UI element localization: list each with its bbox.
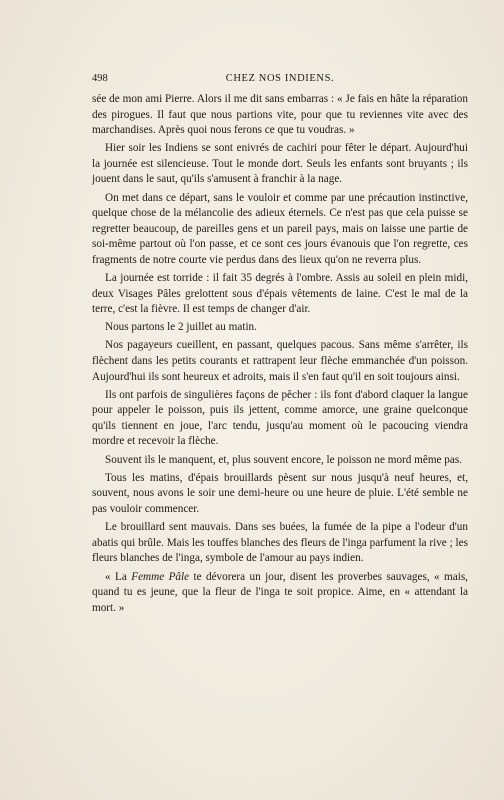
quote-italic-text: Femme Pâle (131, 570, 190, 583)
paragraph: Le brouillard sent mauvais. Dans ses buées, la fumée de la pipe a l'odeur d'un abatis qui brûle. Mais les touffes blanches des fleurs de l'inga parfument la rive ; les fleurs blanches de l'inga, symbole de l'amour au pays indien. (92, 520, 468, 565)
proverb-quote (92, 570, 468, 617)
paragraph: Tous les matins, d'épais brouillards pèsent sur nous jusqu'à neuf heures, et, souvent, nous avons le soir une demi-heure ou une heure de pluie. L'été semble ne pas vouloir commencer. (92, 471, 468, 515)
quote-text: « La (105, 570, 132, 583)
quote-text: te dévorera un jour, disent les proverbes sauvages, « mais, quand tu es jeune, que la fleur de l'inga te soit propice. Aime, en « attendant la mort. » (92, 570, 468, 614)
paragraph: La journée est torride : il fait 35 degrés à l'ombre. Assis au soleil en plein midi, deux Visages Pâles grelottent sous d'épais vêtements de laine. C'est le mal de la terre, c'est la fièvre. Il est temps de changer d'air. (92, 272, 468, 316)
paragraph: Nos pagayeurs cueillent, en passant, quelques pacous. Sans même s'arrêter, ils flèchent dans les petits courants et rattrapent leur flèche emmanchée d'un poisson. Aujourd'hui ils sont heureux et adroits, mais il s'en faut qu'il en soit toujours ainsi. (92, 339, 468, 383)
paragraph: Ils ont parfois de singulières façons de pêcher : ils font d'abord claquer la langue pour appeler le poisson, puis ils jettent, comme amorce, une graine quelconque qu'ils tiennent en joue, l'arc tendu, jusqu'au moment où le pacoucing viendra mordre et recevoir la flèche. (92, 388, 468, 448)
page-body (92, 92, 468, 619)
paragraph: Souvent ils le manquent, et, plus souvent encore, le poisson ne mord même pas. (105, 453, 463, 466)
paragraph: Hier soir les Indiens se sont enivrés de cachiri pour fêter le départ. Aujourd'hui la journée est silencieuse. Tout le monde dort. Seuls les enfants sont bruyants ; ils jouent dans le saut, qu'ils s'amusent à franchir à la nage. (92, 142, 468, 186)
running-title: CHEZ NOS INDIENS. (225, 73, 335, 84)
paragraph: Nous partons le 2 juillet au matin. (105, 321, 257, 334)
paragraph: sée de mon ami Pierre. Alors il me dit sans embarras : « Je fais en hâte la réparation des pirogues. Il faut que nous partions vite, pour que tu reviennes vite avec des marchandises. Après quoi nous ferons ce que tu voudras. » (92, 93, 468, 137)
page-number: 498 (92, 73, 108, 84)
paragraph: On met dans ce départ, sans le vouloir et comme par une précaution instinctive, quelque chose de la mélancolie des adieux éternels. Ce n'est pas que cela puisse se regretter beaucoup, de pareilles gens et un pareil pays, mais on laisse une partie de soi-même partout où l'on passe, et ce sont ces jours évanouis que l'on regrette, ces fragments de notre courte vie perdus dans des lieux qu'on ne reverra plus. (92, 191, 468, 266)
page-header (92, 72, 468, 86)
